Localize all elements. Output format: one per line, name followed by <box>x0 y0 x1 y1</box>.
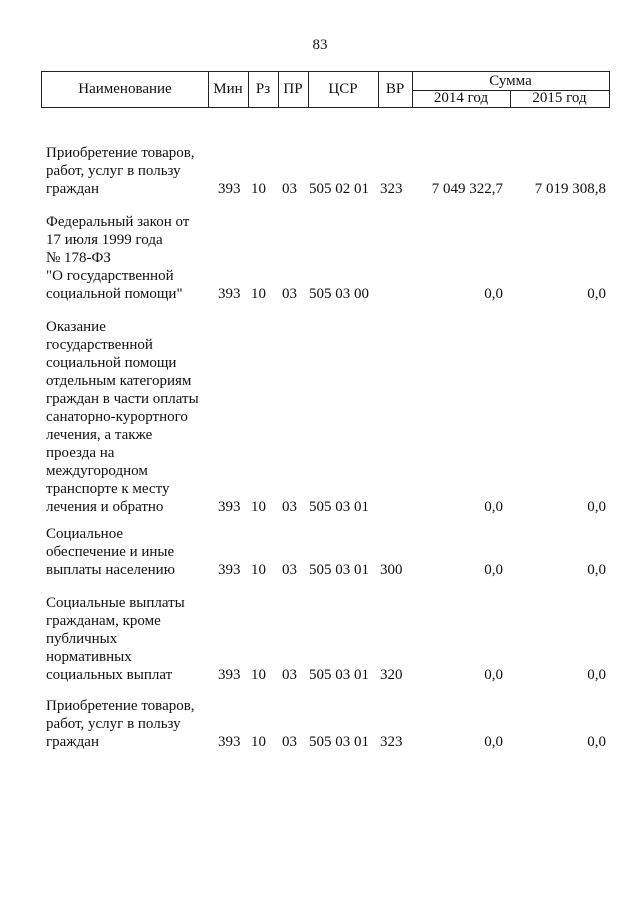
row-name-line: работ, услуг в пользу <box>46 716 181 732</box>
row-min: 393 <box>218 562 241 578</box>
row-name-line: социальной помощи" <box>46 286 183 302</box>
row-rz: 10 <box>251 667 266 683</box>
row-csr: 505 03 00 <box>309 286 369 302</box>
row-sum-2015: 0,0 <box>587 667 606 683</box>
row-vr: 323 <box>380 734 403 750</box>
row-vr: 300 <box>380 562 403 578</box>
row-name <box>46 144 216 198</box>
row-min: 393 <box>218 667 241 683</box>
row-name-line: обеспечение и иные <box>46 544 175 560</box>
row-name-line: гражданам, кроме <box>46 613 161 629</box>
row-name <box>46 697 216 751</box>
row-name-line: государственной <box>46 337 153 353</box>
row-name <box>46 318 216 516</box>
row-csr: 505 03 01 <box>309 734 369 750</box>
row-name-line: отдельным категориям <box>46 373 192 389</box>
row-csr: 505 02 01 <box>309 181 369 197</box>
row-name <box>46 594 216 684</box>
row-csr: 505 03 01 <box>309 667 369 683</box>
row-pr: 03 <box>282 734 297 750</box>
header-csr: ЦСР <box>328 81 358 97</box>
row-name-line: граждан <box>46 734 99 750</box>
row-rz: 10 <box>251 286 266 302</box>
row-name-line: Федеральный закон от <box>46 214 190 230</box>
header-pr: ПР <box>283 81 303 97</box>
header-name: Наименование <box>78 81 172 97</box>
table-header <box>41 71 610 108</box>
table-row <box>0 594 640 684</box>
table-row <box>0 144 640 198</box>
table-row <box>0 697 640 751</box>
row-rz: 10 <box>251 181 266 197</box>
table-row <box>0 525 640 579</box>
row-name <box>46 213 216 303</box>
table-row <box>0 213 640 303</box>
row-name-line: транспорте к месту <box>46 481 170 497</box>
row-sum-2015: 0,0 <box>587 562 606 578</box>
row-min: 393 <box>218 734 241 750</box>
row-pr: 03 <box>282 562 297 578</box>
row-sum-2014: 0,0 <box>484 499 503 515</box>
row-sum-2015: 0,0 <box>587 286 606 302</box>
row-pr: 03 <box>282 667 297 683</box>
row-min: 393 <box>218 181 241 197</box>
row-min: 393 <box>218 499 241 515</box>
row-name-line: Социальное <box>46 526 124 542</box>
row-name-line: санаторно-курортного <box>46 409 188 425</box>
row-name-line: граждан <box>46 181 99 197</box>
row-csr: 505 03 01 <box>309 562 369 578</box>
row-name-line: междугородном <box>46 463 148 479</box>
row-sum-2014: 0,0 <box>484 286 503 302</box>
header-sum: Сумма <box>489 73 532 89</box>
header-year-2014: 2014 год <box>433 90 489 106</box>
row-sum-2015: 0,0 <box>587 499 606 515</box>
row-sum-2014: 0,0 <box>484 734 503 750</box>
row-name <box>46 525 216 579</box>
row-sum-2014: 7 049 322,7 <box>431 181 503 197</box>
row-name-line: Оказание <box>46 319 106 335</box>
row-name-line: выплаты населению <box>46 562 175 578</box>
row-min: 393 <box>218 286 241 302</box>
row-sum-2015: 7 019 308,8 <box>534 181 606 197</box>
row-csr: 505 03 01 <box>309 499 369 515</box>
row-name-line: № 178-ФЗ <box>46 250 111 266</box>
row-name-line: Приобретение товаров, <box>46 698 195 714</box>
row-name-line: граждан в части оплаты <box>46 391 199 407</box>
table-row <box>0 318 640 516</box>
header-vr: ВР <box>385 81 405 97</box>
row-pr: 03 <box>282 286 297 302</box>
header-year-2015: 2015 год <box>532 90 587 106</box>
row-name-line: нормативных <box>46 649 132 665</box>
row-rz: 10 <box>251 562 266 578</box>
row-pr: 03 <box>282 181 297 197</box>
row-sum-2014: 0,0 <box>484 667 503 683</box>
header-min: Мин <box>213 81 243 97</box>
row-vr: 320 <box>380 667 403 683</box>
row-name-line: публичных <box>46 631 118 647</box>
header-rz: Рз <box>255 81 271 97</box>
row-name-line: проезда на <box>46 445 115 461</box>
row-name-line: 17 июля 1999 года <box>46 232 163 248</box>
row-name-line: работ, услуг в пользу <box>46 163 181 179</box>
row-pr: 03 <box>282 499 297 515</box>
row-sum-2014: 0,0 <box>484 562 503 578</box>
row-name-line: лечения, а также <box>46 427 153 443</box>
row-sum-2015: 0,0 <box>587 734 606 750</box>
row-rz: 10 <box>251 499 266 515</box>
row-name-line: "О государственной <box>46 268 174 284</box>
row-name-line: социальной помощи <box>46 355 177 371</box>
page-number: 83 <box>312 37 328 53</box>
row-name-line: социальных выплат <box>46 667 173 683</box>
row-name-line: Социальные выплаты <box>46 595 185 611</box>
row-rz: 10 <box>251 734 266 750</box>
row-name-line: Приобретение товаров, <box>46 145 195 161</box>
row-name-line: лечения и обратно <box>46 499 164 515</box>
row-vr: 323 <box>380 181 403 197</box>
